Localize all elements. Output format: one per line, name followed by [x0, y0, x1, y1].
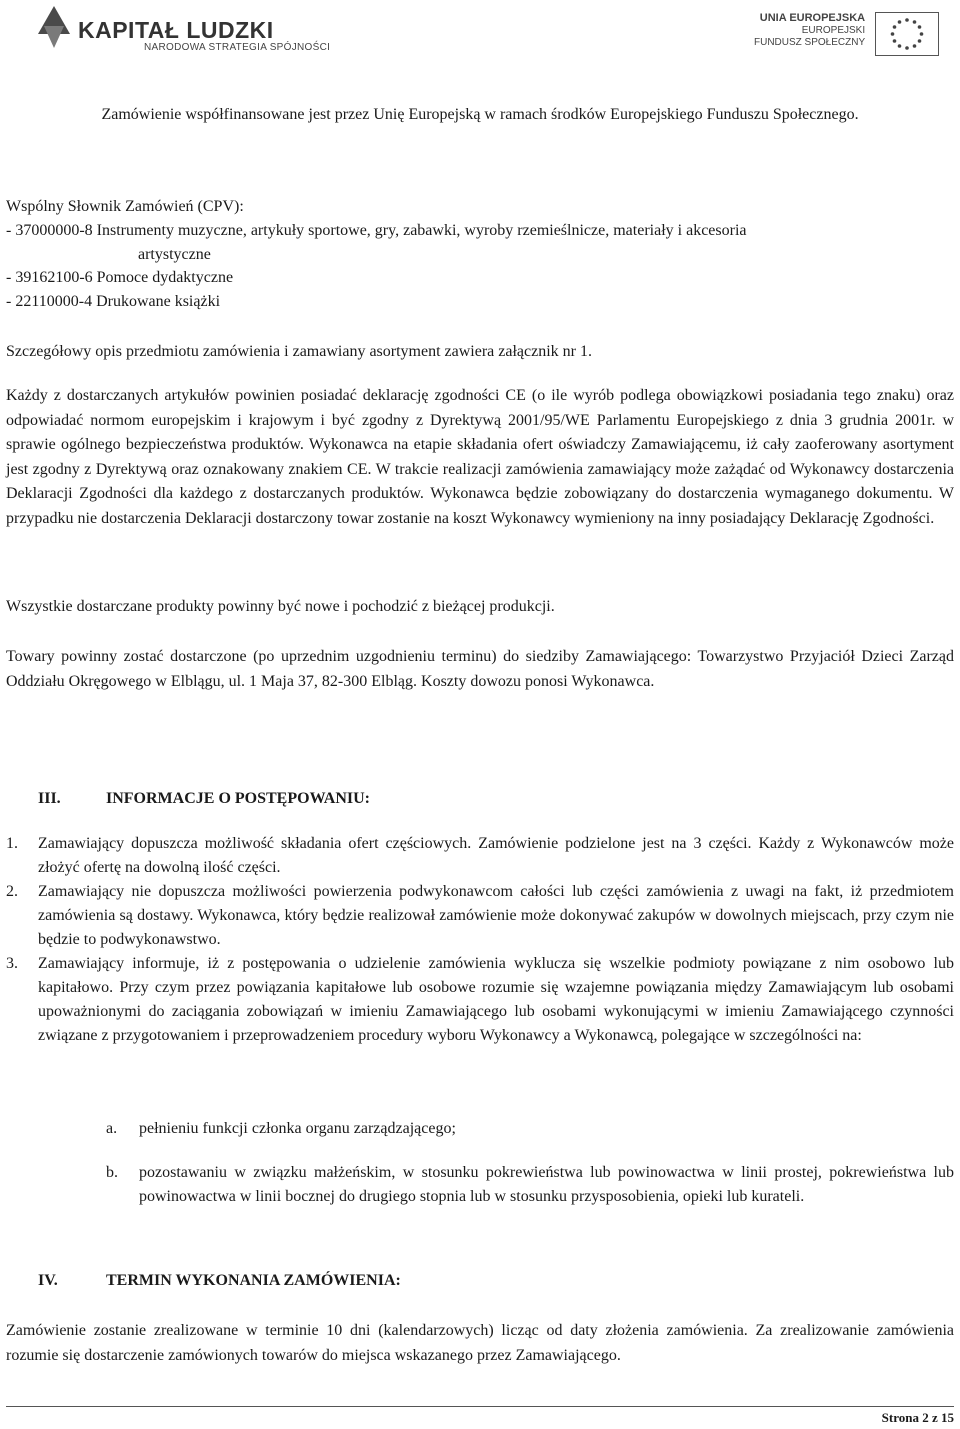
footer-divider — [6, 1406, 954, 1407]
section-4-number: IV. — [38, 1272, 58, 1289]
list-item-text: Zamawiający dopuszcza możliwość składania ofert częściowych. Zamówienie podzielone jest na 3 części. Każdy z Wykonawców może złożyć ofertę na dowolną ilość części. — [38, 835, 954, 876]
new-products-paragraph: Wszystkie dostarczane produkty powinny być nowe i pochodzić z bieżącej produkcji. — [6, 598, 555, 615]
sublist-item — [106, 1161, 954, 1209]
logo-name: KAPITAŁ LUDZKI — [78, 17, 274, 43]
kapital-ludzki-logo — [38, 6, 331, 54]
cpv-title: Wspólny Słownik Zamówień (CPV): — [6, 198, 244, 215]
page-number: Strona 2 z 15 — [881, 1410, 954, 1425]
section-3-title: INFORMACJE O POSTĘPOWANIU: — [106, 790, 371, 807]
eu-flag-icon — [875, 12, 939, 56]
list-item-number: 1. — [6, 835, 18, 852]
list-item-number: 3. — [6, 955, 18, 972]
list-item-text: Zamawiający nie dopuszcza możliwości powierzenia podwykonawcom całości lub części zamówienia z uwagi na fakt, iż przedmiotem zamówienia są dostawy. Wykonawca, który będzie realizował zamówienie może dokonywać zakupów w dowolnych miejscach, przy czym nie będzie to podwykonawstwo. — [38, 883, 954, 948]
cpv-line-1-cont: artystyczne — [138, 246, 211, 263]
section-3-sublist — [106, 1117, 954, 1209]
sublist-item-text: pozostawaniu w związku małżeńskim, w stosunku pokrewieństwa lub powinowactwa w linii prostej, pokrewieństwa lub powinowactwa w linii bocznej do drugiego stopnia lub w stosunku przysposobienia, opieki lub kurateli. — [139, 1164, 954, 1205]
ce-paragraph: Każdy z dostarczanych artykułów powinien posiadać deklarację zgodności CE (o ile wyrób podlega obowiązkowi posiadania tego znaku) oraz odpowiadać normom europejskim i krajowym i być zgodny z Dyrektywą 2001/95/WE Parlamentu Europejskiego z dnia 3 grudnia 2001r. w sprawie ogólnego bezpieczeństwa produktów. Wykonawca na etapie składania ofert oświadczy Zamawiającemu, iż cały zaoferowany asortyment jest zgodny z Dyrektywą oraz oznakowany znakiem CE. W trakcie realizacji zamówienia zamawiający może zażądać od Wykonawcy dostarczenia Deklaracji Zgodności dla każdego z dostarczanych produktów. Wykonawca będzie zobowiązany do dostarczenia wymaganego dokumentu. W przypadku nie dostarczenia Deklaracji dostarczony towar zostanie na koszt Wykonawcy wymieniony na inny posiadający Deklarację Zgodności. — [6, 387, 954, 527]
section-3-number: III. — [38, 790, 61, 807]
sublist-item-letter: b. — [106, 1164, 118, 1181]
section-3-list — [6, 832, 954, 1048]
eu-logo — [754, 12, 939, 56]
logo-subtitle: NARODOWA STRATEGIA SPÓJNOŚCI — [144, 42, 331, 53]
list-item-number: 2. — [6, 883, 18, 900]
cpv-line-1: - 37000000-8 Instrumenty muzyczne, artykuły sportowe, gry, zabawki, wyroby rzemieślnicze, materiały i akcesoria — [6, 222, 747, 239]
section-4-paragraph: Zamówienie zostanie zrealizowane w terminie 10 dni (kalendarzowych) licząc od daty złożenia zamówienia. Za zrealizowanie zamówienia rozumie się dostarczenie zamówionych towarów do miejsca wskazanego przez Zamawiającego. — [6, 1322, 954, 1364]
cpv-line-2: - 39162100-6 Pomoce dydaktyczne — [6, 269, 234, 286]
cpv-line-3: - 22110000-4 Drukowane książki — [6, 293, 221, 310]
sublist-item-text: pełnieniu funkcji członka organu zarządzającego; — [139, 1120, 456, 1137]
detail-note: Szczegółowy opis przedmiotu zamówienia i zamawiany asortyment zawiera załącznik nr 1. — [6, 343, 592, 360]
sublist-item-letter: a. — [106, 1120, 118, 1137]
eu-logo-line3: FUNDUSZ SPOŁECZNY — [754, 37, 866, 48]
list-item — [6, 832, 954, 880]
funding-note: Zamówienie współfinansowane jest przez Unię Europejską w ramach środków Europejskiego Funduszu Społecznego. — [101, 106, 859, 123]
kapital-ludzki-icon — [38, 6, 70, 54]
delivery-paragraph: Towary powinny zostać dostarczone (po uprzednim uzgodnieniu terminu) do siedziby Zamawiającego: Towarzystwo Przyjaciół Dzieci Zarząd Oddziału Okręgowego w Elblągu, ul. 1 Maja 37, 82-300 Elbląg. Koszty dowozu ponosi Wykonawca. — [6, 648, 954, 690]
list-item-text: Zamawiający informuje, iż z postępowania o udzielenie zamówienia wyklucza się wszelkie podmioty powiązane z nim osobowo lub kapitałowo. Przy czym przez powiązania kapitałowe lub osobowe rozumie się wzajemne powiązania między Zamawiającym lub osobami upoważnionymi do zaciągania zobowiązań w imieniu Zamawiającego lub osobami wykonującymi w imieniu Zamawiającego czynności związane z przygotowaniem i przeprowadzeniem procedury wyboru Wykonawcy a Wykonawcą, polegające w szczególności na: — [38, 955, 954, 1044]
section-4-title: TERMIN WYKONANIA ZAMÓWIENIA: — [106, 1272, 401, 1289]
eu-logo-line1: UNIA EUROPEJSKA — [759, 12, 866, 24]
sublist-item — [106, 1117, 954, 1141]
list-item — [6, 952, 954, 1048]
eu-logo-line2: EUROPEJSKI — [801, 25, 866, 36]
list-item — [6, 880, 954, 952]
